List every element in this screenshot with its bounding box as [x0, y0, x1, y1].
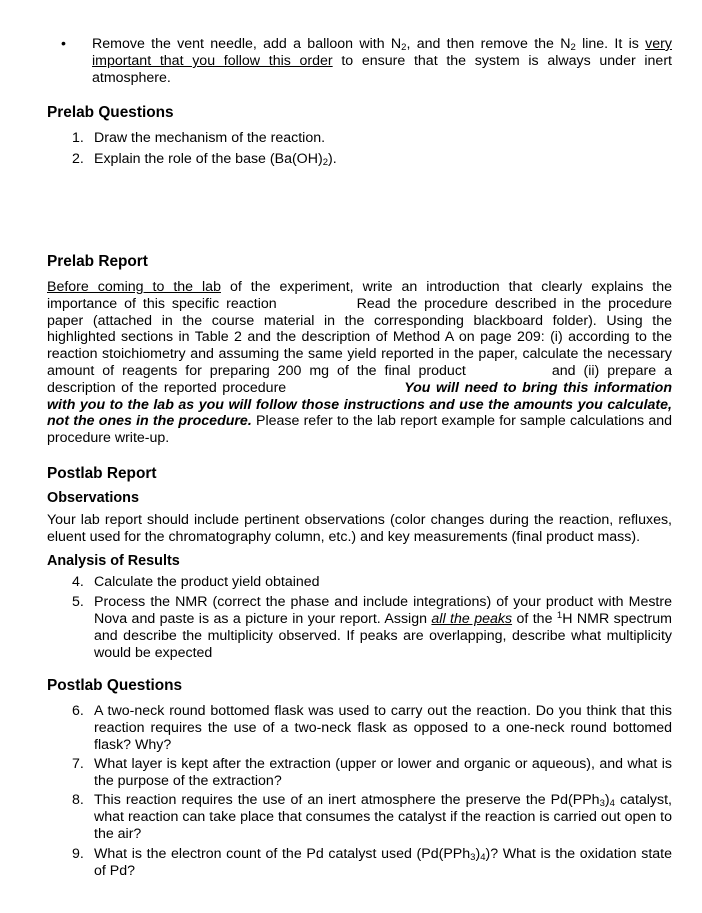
prelab-questions-heading: Prelab Questions [47, 104, 174, 121]
postlab-report-heading: Postlab Report [47, 465, 157, 482]
observations-text: Your lab report should include pertinent observations (color changes during the reaction, refluxes, eluent used for the chromatography column, etc.) and key measurements (final product mass). [47, 512, 672, 545]
prelab-report-heading: Prelab Report [47, 253, 148, 270]
prelab-report-paragraph: Before coming to the lab of the experiment, write an introduction that clearly explains the importance of this specific reaction Read the procedure described in the procedure paper (attached in the course material in the corresponding blackboard folder). Using the highlighted sections in Table 2 and the description of Method A on page 209: (i) according to the reaction stoichiometry and assuming the same yield reported in the paper, calculate the necessary amount of reagents for preparing 200 mg of the final product and (ii) prepare a description of the reported procedure You will need to bring this information with you to the lab as you will follow those instructions and use the amounts you calculate, not the ones in the procedure. Please refer to the lab report example for sample calculations and procedure write-up. [47, 279, 672, 447]
observations-heading: Observations [47, 490, 139, 506]
bullet-vent-needle: Remove the vent needle, add a balloon with $N_2$, and then remove the $N_2$ line. It is very important that you follow this order to ensure that the system is always under inert atmosphere. [92, 36, 672, 86]
postlab-questions-heading: Postlab Questions [47, 677, 183, 694]
bullet-dot: • [61, 36, 66, 52]
analysis-heading: Analysis of Results [47, 553, 180, 569]
document-page: • Remove the vent needle, add a balloon with $N_2$, and then remove the $N_2$ line. It is very important that you follow this order to ensure that the system is always under inert atmosphere. Prelab Questions 1. Draw the mechanism of the reaction. 2. Explain the role of the base $(Ba(OH)_2)$. Prelab Report Before coming to the lab of the experiment, write an introduction that clearly explains the importance of this specific reaction Read the procedure described in the procedure paper (attached in the course material in the corresponding blackboard folder). Using the highlighted sections in Table 2 and the description of Method A on page 209: (i) according to the reaction stoichiometry and assuming the same yield reported in the paper, calculate the necessary amount of reagents for preparing 200 mg of the final product and (ii) prepare a description of the reported procedure You will need to bring this information with you to the lab as you will follow those instructions and use the amounts you calculate, not the ones in the procedure. Please refer to the lab report example for sample calculations and procedure write-up. Postlab Report Observations Your lab report should include pertinent observations (color changes during the reaction, refluxes, eluent used for the chromatography column, etc.) and key measurements (final product mass). Analysis of Results 4. Calculate the product yield obtained 5. Process the NMR (correct the phase and include integrations) of your product with Mestre Nova and paste is as a picture in your report. Assign all the peaks of the $^1$H NMR spectrum and describe the multiplicity observed. If peaks are overlapping, describe what multiplicity would be expected Postlab Questions 6. A two-neck round bottomed flask was used to carry out the reaction. Do you think that this reaction requires the use of a two-neck flask as opposed to a one-neck round bottomed flask? Why? 7. What layer is kept after the extraction (upper or lower and organic or aqueous), and what is the purpose of the extraction? 8. This reaction requires the use of an inert atmosphere the preserve the $Pd(PPh_3)_4$ catalyst, what reaction can take place that consumes the catalyst if the reaction is carried out open to the air? 9. What is the electron count of the Pd catalyst used $(Pd(PPh_3)_4)$? What is the oxidation state of Pd? [47, 36, 672, 879]
emphasis-order: very important that you follow this order [92, 36, 672, 69]
